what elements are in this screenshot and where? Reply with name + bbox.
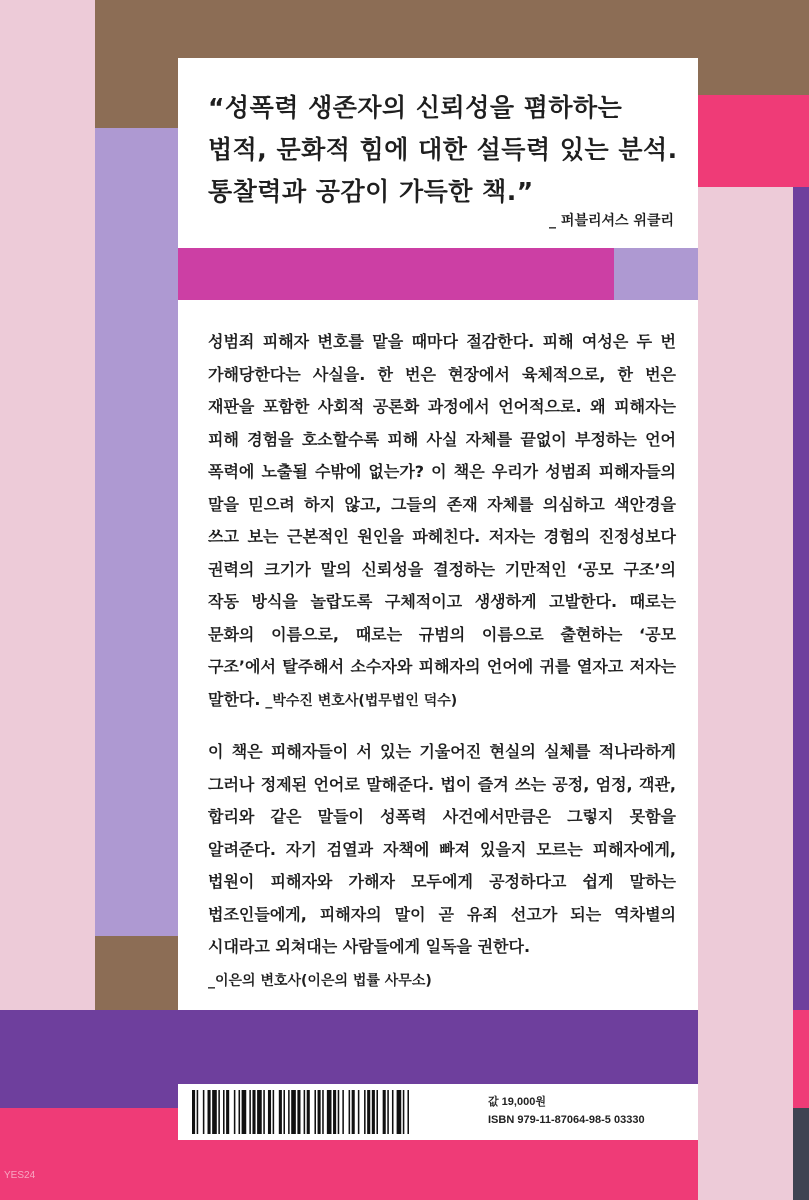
barcode-bar xyxy=(257,1090,262,1134)
barcode-bar xyxy=(314,1090,316,1134)
hot-pink-block-right xyxy=(698,95,809,187)
barcode-bar xyxy=(263,1090,265,1134)
barcode-bar xyxy=(327,1090,332,1134)
quote-source: _ 퍼블리셔스 위클리 xyxy=(549,213,674,229)
barcode-bar xyxy=(376,1090,378,1134)
barcode-bar xyxy=(304,1090,306,1134)
barcode-image xyxy=(192,1090,457,1134)
review-2-text: 이 책은 피해자들이 서 있는 기울어진 현실의 실체를 적나라하게 그러나 정제된 언어로 말해준다. 법이 즐겨 쓰는 공정, 엄정, 객관, 합리와 같은 말들이 성폭력 사건에서만큼은 그렇지 못함을 알려준다. 자기 검열과 자책에 빠져 있을지 모르는 피해자에게, 법원이 피해자와 가해자 모두에게 공정하다고 쉽게 말하는 법조인들에게, 피해자의 말이 곧 유죄 선고가 되는 역차별의 시대라고 외쳐대는 사람들에게 일독을 권한다. xyxy=(208,742,676,956)
lavender-band-left xyxy=(95,128,178,936)
barcode-bar xyxy=(397,1090,402,1134)
barcode-bar xyxy=(338,1090,340,1134)
barcode-bar xyxy=(223,1090,225,1134)
barcode-bar xyxy=(352,1090,355,1134)
barcode-bar xyxy=(218,1090,220,1134)
barcode-bar xyxy=(234,1090,236,1134)
barcode-bar xyxy=(208,1090,211,1134)
price-label: 값 19,000원 xyxy=(488,1096,546,1108)
barcode-bar xyxy=(273,1090,275,1134)
barcode-bar xyxy=(372,1090,375,1134)
hot-pink-sliver-right xyxy=(793,1010,809,1108)
barcode-bar xyxy=(307,1090,310,1134)
barcode-bar xyxy=(249,1090,251,1134)
slate-block-right xyxy=(793,1108,809,1200)
barcode-bar xyxy=(192,1090,195,1134)
barcode-bar xyxy=(358,1090,360,1134)
barcode-bar xyxy=(322,1090,324,1134)
review-text-box xyxy=(178,300,698,1010)
brown-band-bottom-left xyxy=(95,936,178,1010)
review-1-text: 성범죄 피해자 변호를 맡을 때마다 절감한다. 피해 여성은 두 번 가해당한다는 사실을. 한 번은 현장에서 육체적으로, 한 번은 재판을 포함한 사회적 공론화 과정에서 언어적으로. 왜 피해자는 피해 경험을 호소할수록 피해 사실 자체를 끝없이 부정하는 언어 폭력에 노출될 수밖에 없는가? 이 책은 우리가 성범죄 피해자들의 말을 믿으려 하지 않고, 그들의 존재 자체를 의심하고 색안경을 쓰고 보는 근본적인 원인을 파헤친다. 저자는 경험의 진정성보다 권력의 크기가 말의 신뢰성을 결정하는 기만적인 ‘공모 구조’의 작동 방식을 놀랍도록 구체적이고 생생하게 고발한다. 때로는 문화의 이름으로, 때로는 규범의 이름으로 출현하는 ‘공모 구조’에서 탈주해서 소수자와 피해자의 언어에 귀를 열자고 저자는 말한다. xyxy=(208,332,676,709)
magenta-stripe xyxy=(178,248,614,300)
lavender-stripe xyxy=(614,248,698,300)
barcode-bar xyxy=(349,1090,351,1134)
isbn-label: ISBN 979-11-87064-98-5 03330 xyxy=(488,1114,645,1126)
barcode-bar xyxy=(367,1090,370,1134)
barcode-box xyxy=(178,1084,698,1140)
quote-line-3: 통찰력과 공감이 가득한 책.” xyxy=(208,177,534,206)
quote-line-2: 법적, 문화적 힘에 대한 설득력 있는 분석. xyxy=(208,135,678,164)
barcode-bar xyxy=(283,1090,285,1134)
barcode-bar xyxy=(364,1090,366,1134)
review-paragraph-1 xyxy=(208,326,676,717)
quote-line-1: “성폭력 생존자의 신뢰성을 폄하하는 xyxy=(208,93,623,122)
pull-quote-box xyxy=(178,58,698,248)
barcode-bar xyxy=(239,1090,241,1134)
barcode-bar xyxy=(203,1090,205,1134)
review-2-signature: _이은의 변호사(이은의 법률 사무소) xyxy=(208,972,432,989)
barcode-bar xyxy=(318,1090,321,1134)
barcode-bar xyxy=(226,1090,229,1134)
review-paragraph-2 xyxy=(208,736,676,997)
review-1-signature: _박수진 변호사(법무법인 덕수) xyxy=(260,692,458,709)
barcode-bar xyxy=(387,1090,389,1134)
barcode-bar xyxy=(212,1090,217,1134)
barcode-bar xyxy=(297,1090,300,1134)
barcode-bar xyxy=(383,1090,386,1134)
barcode-bar xyxy=(407,1090,409,1134)
barcode-bar xyxy=(252,1090,255,1134)
barcode-bar xyxy=(291,1090,296,1134)
purple-band-right xyxy=(793,187,809,1010)
watermark-logo: YES24 xyxy=(4,1170,36,1181)
barcode-bar xyxy=(279,1090,282,1134)
barcode-bar xyxy=(403,1090,405,1134)
barcode-bar xyxy=(242,1090,247,1134)
barcode-bar xyxy=(392,1090,394,1134)
barcode-bar xyxy=(333,1090,336,1134)
barcode-bar xyxy=(342,1090,344,1134)
barcode-bar xyxy=(268,1090,271,1134)
barcode-bar xyxy=(288,1090,290,1134)
barcode-bar xyxy=(197,1090,199,1134)
